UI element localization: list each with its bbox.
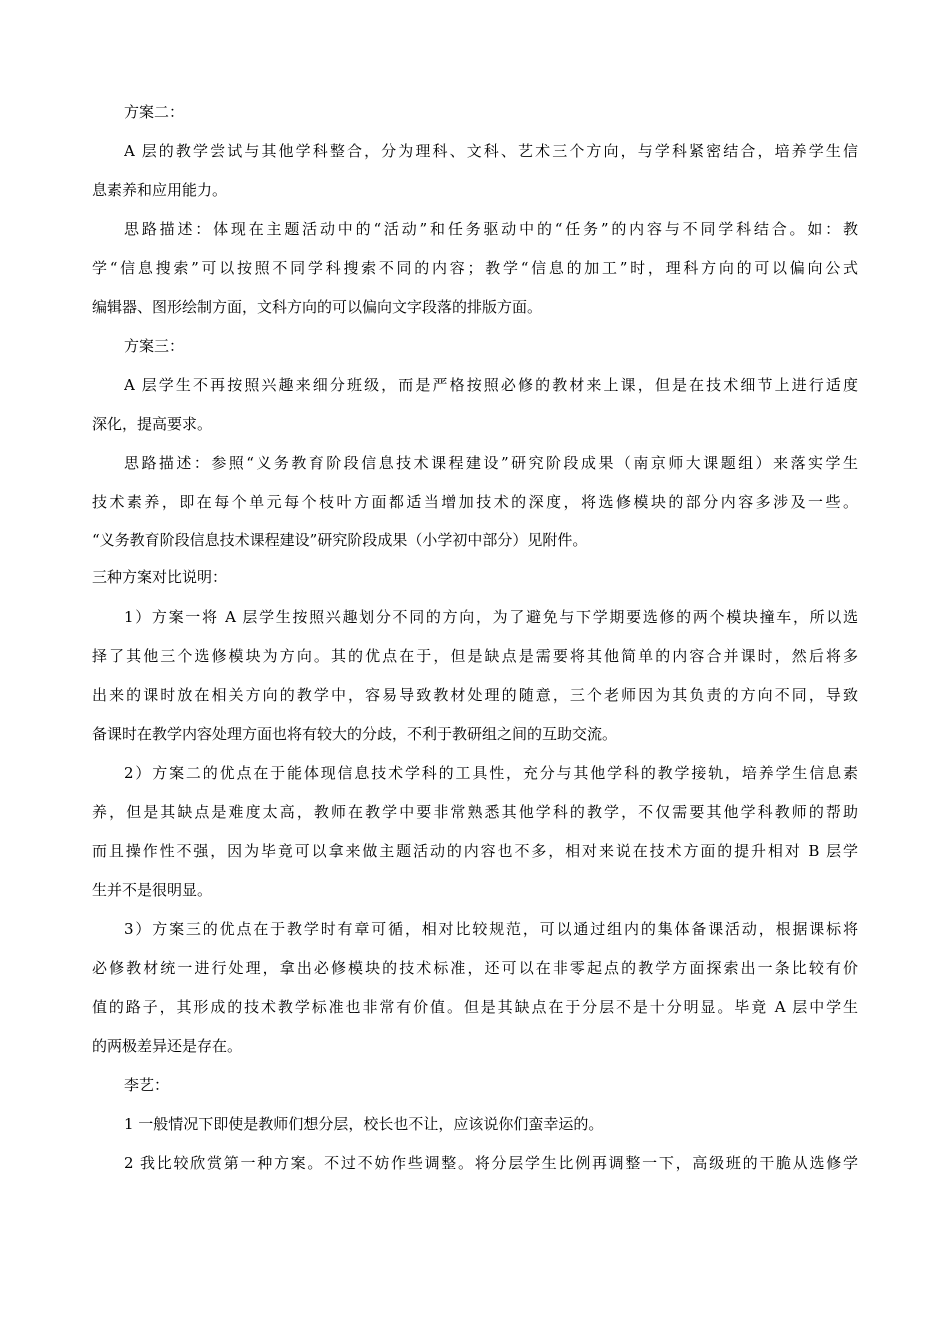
paragraph-line: 2）方案二的优点在于能体现信息技术学科的工具性，充分与其他学科的教学接轨，培养学生信息素 <box>124 764 858 782</box>
paragraph-line: 生并不是很明显。 <box>92 881 213 899</box>
paragraph-line: A 层的教学尝试与其他学科整合，分为理科、文科、艺术三个方向，与学科紧密结合，培养学生信 <box>124 142 858 160</box>
heading-comparison: 三种方案对比说明： <box>92 568 228 586</box>
paragraph-line: 技术素养，即在每个单元每个枝叶方面都适当增加技术的深度，将选修模块的部分内容多涉及一些。 <box>92 493 858 511</box>
heading-plan-three: 方案三： <box>124 337 185 355</box>
paragraph-line: 1）方案一将 A 层学生按照兴趣划分不同的方向，为了避免与下学期要选修的两个模块撞车，所以选 <box>124 608 858 626</box>
paragraph-line: 养，但是其缺点是难度太高，教师在教学中要非常熟悉其他学科的教学，不仅需要其他学科教师的帮助 <box>92 803 858 821</box>
heading-li-yi: 李艺： <box>124 1076 170 1094</box>
paragraph-line: 1 一般情况下即使是教师们想分层，校长也不让，应该说你们蛮幸运的。 <box>124 1115 604 1133</box>
heading-plan-two: 方案二： <box>124 103 185 121</box>
paragraph-line: 编辑器、图形绘制方面，文科方向的可以偏向文字段落的排版方面。 <box>92 298 543 316</box>
paragraph-line: 备课时在教学内容处理方面也将有较大的分歧，不利于教研组之间的互助交流。 <box>92 725 618 743</box>
paragraph-line: 择了其他三个选修模块为方向。其的优点在于，但是缺点是需要将其他简单的内容合并课时，然后将多 <box>92 647 858 665</box>
paragraph-line: 2 我比较欣赏第一种方案。不过不妨作些调整。将分层学生比例再调整一下，高级班的干脆从选修学 <box>124 1154 858 1172</box>
paragraph-line: 的两极差异还是存在。 <box>92 1037 243 1055</box>
paragraph-line: 学“信息搜索”可以按照不同学科搜索不同的内容；教学“信息的加工”时，理科方向的可以偏向公式 <box>92 259 858 277</box>
paragraph-line: 必修教材统一进行处理，拿出必修模块的技术标准，还可以在非零起点的教学方面探索出一条比较有价 <box>92 959 858 977</box>
paragraph-line: 深化，提高要求。 <box>92 415 213 433</box>
paragraph-line: 思路描述：参照“义务教育阶段信息技术课程建设”研究阶段成果（南京师大课题组）来落实学生 <box>124 454 858 472</box>
paragraph-line: 思路描述：体现在主题活动中的“活动”和任务驱动中的“任务”的内容与不同学科结合。如：教 <box>124 220 858 238</box>
paragraph-line: 值的路子，其形成的技术教学标准也非常有价值。但是其缺点在于分层不是十分明显。毕竟 A 层中学生 <box>92 998 858 1016</box>
paragraph-line: 而且操作性不强，因为毕竟可以拿来做主题活动的内容也不多，相对来说在技术方面的提升相对 B 层学 <box>92 842 858 860</box>
paragraph-line: 3）方案三的优点在于教学时有章可循，相对比较规范，可以通过组内的集体备课活动，根据课标将 <box>124 920 858 938</box>
paragraph-line: “义务教育阶段信息技术课程建设”研究阶段成果（小学初中部分）见附件。 <box>92 531 588 549</box>
paragraph-line: 出来的课时放在相关方向的教学中，容易导致教材处理的随意，三个老师因为其负责的方向不同，导致 <box>92 686 858 704</box>
paragraph-line: 息素养和应用能力。 <box>92 181 228 199</box>
paragraph-line: A 层学生不再按照兴趣来细分班级，而是严格按照必修的教材来上课，但是在技术细节上进行适度 <box>124 376 858 394</box>
